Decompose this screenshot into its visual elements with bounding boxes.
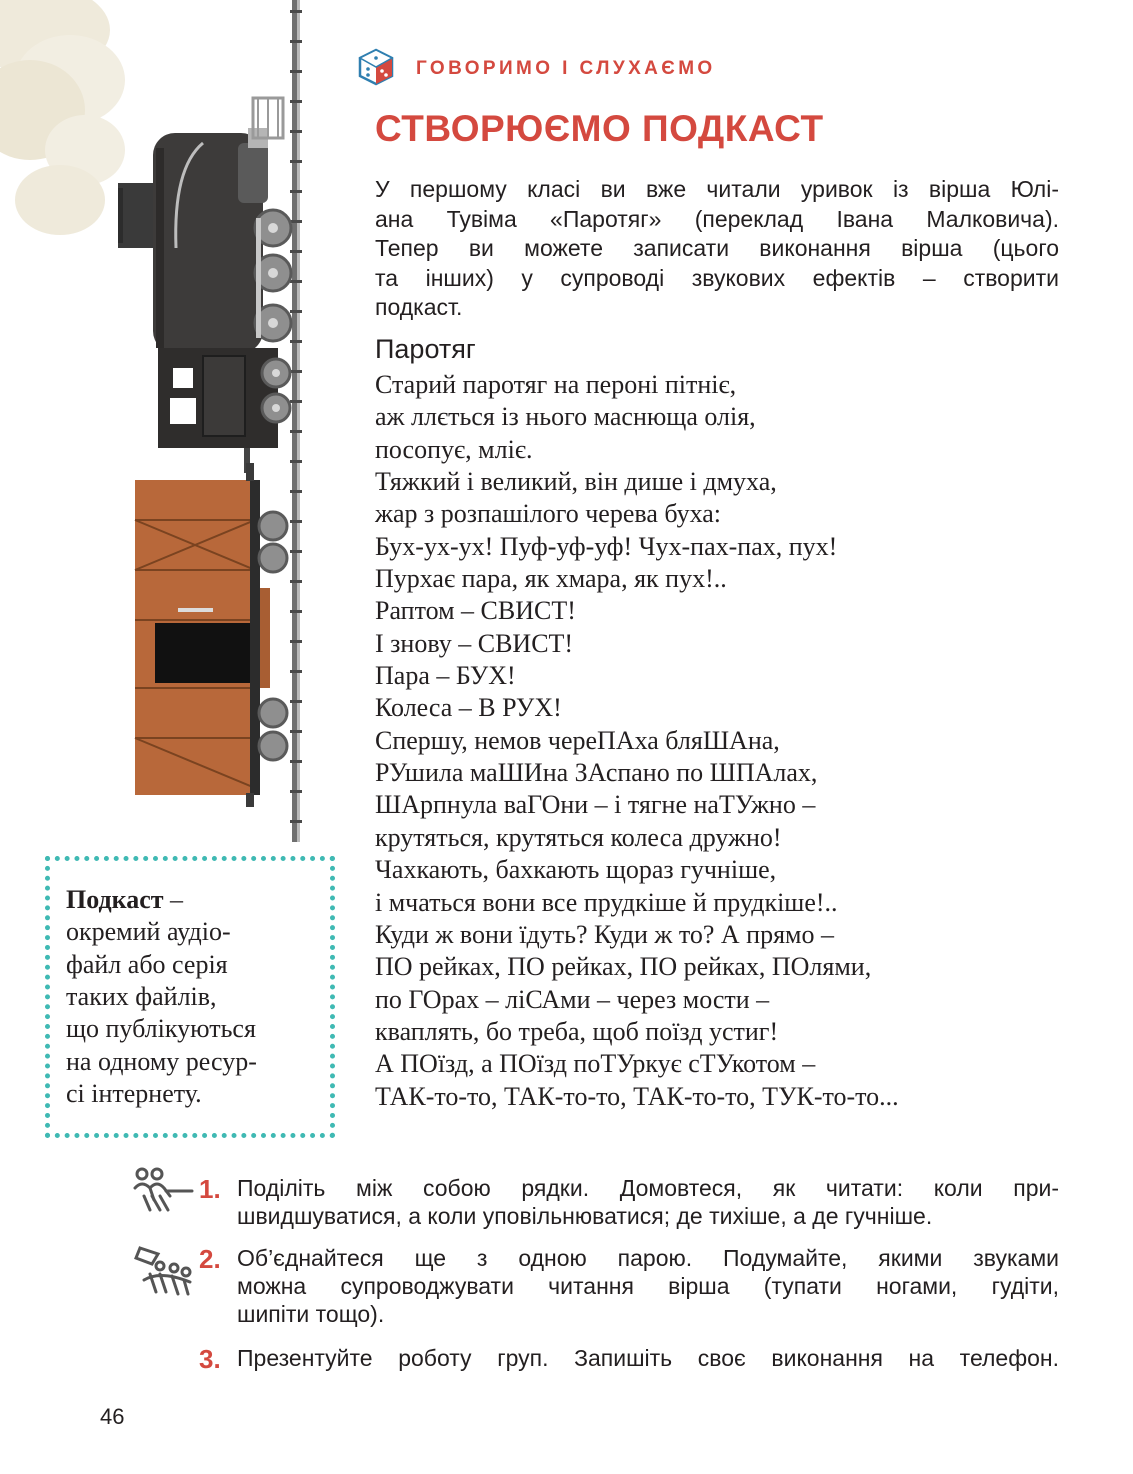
poem-line: Старий паротяг на пероні пітніє, — [375, 370, 737, 399]
intro-paragraph — [375, 175, 1059, 323]
poem-line: Пара – БУХ! — [375, 661, 516, 691]
definition-line: файл або серія — [66, 949, 228, 979]
intro-line: ана Тувіма «Паротяг» (переклад Івана Малковича). — [375, 205, 1059, 232]
definition-term: Подкаст — [66, 885, 164, 914]
poem-line: посопує, мліє. — [375, 434, 533, 464]
poem-line: А ПОїзд, а ПОїзд поТУркує сТУкотом – — [375, 1049, 816, 1079]
poem-line: ТАК-то-то, ТАК-то-то, ТАК-то-то, ТУК-то-то... — [375, 1081, 899, 1111]
task-number: 2. — [199, 1244, 221, 1274]
steam-train-illustration — [118, 88, 308, 813]
section-label: ГОВОРИМО І СЛУХАЄМО — [416, 58, 716, 79]
poem-line: ШАрпнула ваГОни – і тягне наТУжно – — [375, 790, 816, 820]
poem-line: Тяжкий і великий, він дише і дмуха, — [375, 467, 777, 497]
definition-text — [66, 884, 326, 1110]
poem-line: Пурхає пара, як хмара, як пух!.. — [375, 564, 727, 594]
poem-line: крутяться, крутяться колеса дружно! — [375, 822, 782, 852]
poem-line: по ГОрах – ліСАми – через мости – — [375, 984, 770, 1014]
poem-line: Чахкають, бахкають щораз гучніше, — [375, 855, 777, 885]
poem-line: Колеса – В РУХ! — [375, 693, 562, 723]
task-text — [237, 1244, 1059, 1328]
task-line: можна супроводжувати читання вірша (тупати ногами, гудіти, — [237, 1273, 1059, 1299]
intro-line: подкаст. — [375, 294, 463, 320]
poem-line: ПО рейках, ПО рейках, ПО рейках, ПОлями, — [375, 952, 872, 982]
task-text — [237, 1174, 1059, 1230]
task-line: Презентуйте роботу груп. Запишіть своє виконання на телефон. — [237, 1345, 1059, 1371]
poem-line: РУшила маШИна ЗАспано по ШПАлах, — [375, 758, 818, 788]
poem-line: І знову – СВИСТ! — [375, 628, 574, 658]
definition-line: на одному ресур- — [66, 1046, 257, 1076]
poem-line: Бух-ух-ух! Пуф-уф-уф! Чух-пах-пах, пух! — [375, 531, 838, 561]
poem-line: і мчаться вони все прудкіше й прудкіше!.. — [375, 887, 838, 917]
page-number: 46 — [100, 1404, 125, 1429]
task-line: шипіти тощо). — [237, 1301, 385, 1327]
group-work-icon — [130, 1244, 196, 1300]
task-line: Поділіть між собою рядки. Домовтеся, як читати: коли при- — [237, 1175, 1059, 1201]
poem-line: аж ллється із нього маснюща олія, — [375, 402, 756, 432]
poem-line: кваплять, бо треба, щоб поїзд устиг! — [375, 1016, 779, 1046]
definition-line: що публікуються — [66, 1014, 256, 1044]
poem-text — [375, 369, 1075, 1113]
steam-cloud-illustration — [0, 0, 130, 240]
definition-line: таких файлів, — [66, 982, 217, 1012]
definition-line: сі інтернету. — [66, 1079, 202, 1109]
poem-line: Раптом – СВИСТ! — [375, 596, 576, 626]
pair-work-icon — [130, 1166, 196, 1222]
task-line: швидшуватися, а коли уповільнюватися; де тихіше, а де гучніше. — [237, 1203, 933, 1229]
intro-line: та інших) у супроводі звукових ефектів – створити — [375, 264, 1059, 291]
task-line: Об’єднайтеся ще з одною парою. Подумайте, якими звуками — [237, 1245, 1059, 1271]
poem-line: Куди ж вони їдуть? Куди ж то? А прямо – — [375, 919, 835, 949]
poem-title: Паротяг — [375, 334, 476, 364]
definition-dash: – — [163, 885, 184, 914]
intro-line: Тепер ви можете записати виконання вірша (цього — [375, 235, 1059, 261]
poem-line: Спершу, немов череПАха бляШАна, — [375, 725, 780, 755]
poem-line: жар з розпашілого черева буха: — [375, 499, 722, 529]
dice-cube-icon — [357, 48, 395, 86]
task-text — [237, 1344, 1059, 1372]
page-title: СТВОРЮЄМО ПОДКАСТ — [375, 108, 824, 149]
task-number: 1. — [199, 1174, 221, 1204]
task-number: 3. — [199, 1344, 221, 1374]
definition-line: окремий аудіо- — [66, 917, 231, 947]
intro-line: У першому класі ви вже читали уривок із вірша Юлі- — [375, 176, 1059, 202]
